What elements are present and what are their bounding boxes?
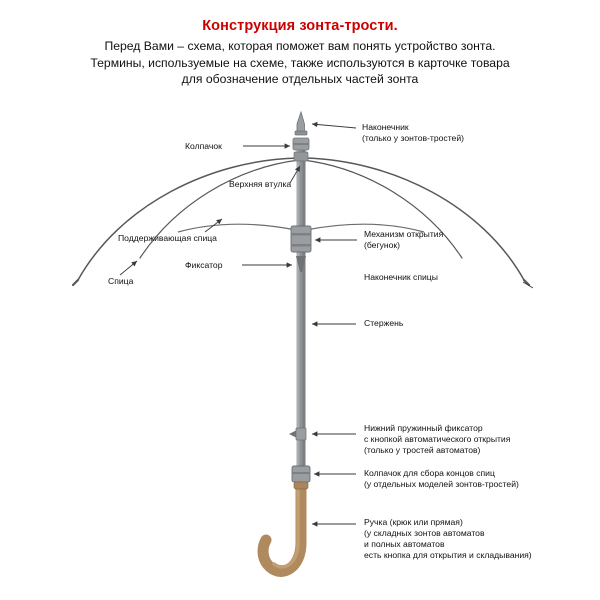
leader-tip bbox=[312, 124, 356, 128]
top-bushing bbox=[294, 152, 308, 161]
handle-collar bbox=[294, 482, 308, 489]
rib-tip-left bbox=[73, 280, 78, 285]
leader-rib bbox=[120, 261, 137, 275]
label-support-rib bbox=[118, 233, 217, 244]
handle-highlight bbox=[274, 490, 298, 567]
label-handle-line-4: есть кнопка для открытия и складывания) bbox=[364, 550, 532, 560]
page-title: Конструкция зонта-трости. bbox=[202, 18, 398, 34]
label-fixator bbox=[185, 260, 222, 271]
label-opening-mechanism bbox=[364, 229, 443, 251]
subtitle-line-2: Термины, используемые на схеме, также используются в карточке товара bbox=[90, 55, 510, 70]
label-handle-line-2: (у складных зонтов автоматов bbox=[364, 528, 485, 538]
label-lower-spring-fixator-line-2: с кнопкой автоматического открытия bbox=[364, 434, 511, 444]
label-handle-line-3: и полных автоматов bbox=[364, 539, 445, 549]
rib-right-outer bbox=[304, 158, 524, 280]
label-shaft bbox=[364, 318, 403, 329]
label-lower-spring-fixator-line-3: (только у тростей автоматов) bbox=[364, 445, 481, 455]
cap-collar bbox=[293, 138, 309, 150]
label-tip bbox=[362, 122, 464, 144]
label-opening-mechanism-line-2: (бегунок) bbox=[364, 240, 401, 250]
label-rib-line-1: Спица bbox=[108, 276, 134, 286]
label-top-bushing-line-1: Верхняя втулка bbox=[229, 179, 292, 189]
label-tip-line-2: (только у зонтов-тростей) bbox=[362, 133, 464, 143]
support-rib-left bbox=[178, 224, 296, 232]
label-rib-end-cap-line-2: (у отдельных моделей зонтов-тростей) bbox=[364, 479, 519, 489]
label-shaft-line-1: Стержень bbox=[364, 318, 404, 328]
subtitle-line-1: Перед Вами – схема, которая поможет вам понять устройство зонта. bbox=[104, 39, 496, 53]
label-cap-line-1: Колпачок bbox=[185, 141, 222, 151]
subtitle-line-3: для обозначение отдельных частей зонта bbox=[181, 72, 419, 86]
label-rib-end-cap bbox=[364, 468, 519, 490]
label-lower-spring-fixator bbox=[364, 423, 510, 456]
rib-end-cap bbox=[292, 466, 310, 482]
label-cap bbox=[185, 141, 222, 152]
tip-ferrule bbox=[295, 112, 307, 135]
label-rib bbox=[108, 276, 133, 287]
label-top-bushing bbox=[229, 179, 291, 190]
opening-mechanism-runner bbox=[291, 226, 311, 252]
label-tip-line-1: Наконечник bbox=[362, 122, 409, 132]
label-rib-end-cap-line-1: Колпачок для сбора концов спиц bbox=[364, 468, 495, 478]
label-lower-spring-fixator-line-1: Нижний пружинный фиксатор bbox=[364, 423, 483, 433]
label-opening-mechanism-line-1: Механизм открытия bbox=[364, 229, 444, 239]
label-support-rib-line-1: Поддерживающая спица bbox=[118, 233, 217, 243]
lower-spring-fixator bbox=[289, 428, 306, 440]
label-handle bbox=[364, 517, 532, 561]
leader-lines bbox=[120, 124, 533, 524]
label-rib-tip-line-1: Наконечник спицы bbox=[364, 272, 438, 282]
label-handle-line-1: Ручка (крюк или прямая) bbox=[364, 517, 463, 527]
label-fixator-line-1: Фиксатор bbox=[185, 260, 223, 270]
label-rib-tip bbox=[364, 272, 438, 283]
